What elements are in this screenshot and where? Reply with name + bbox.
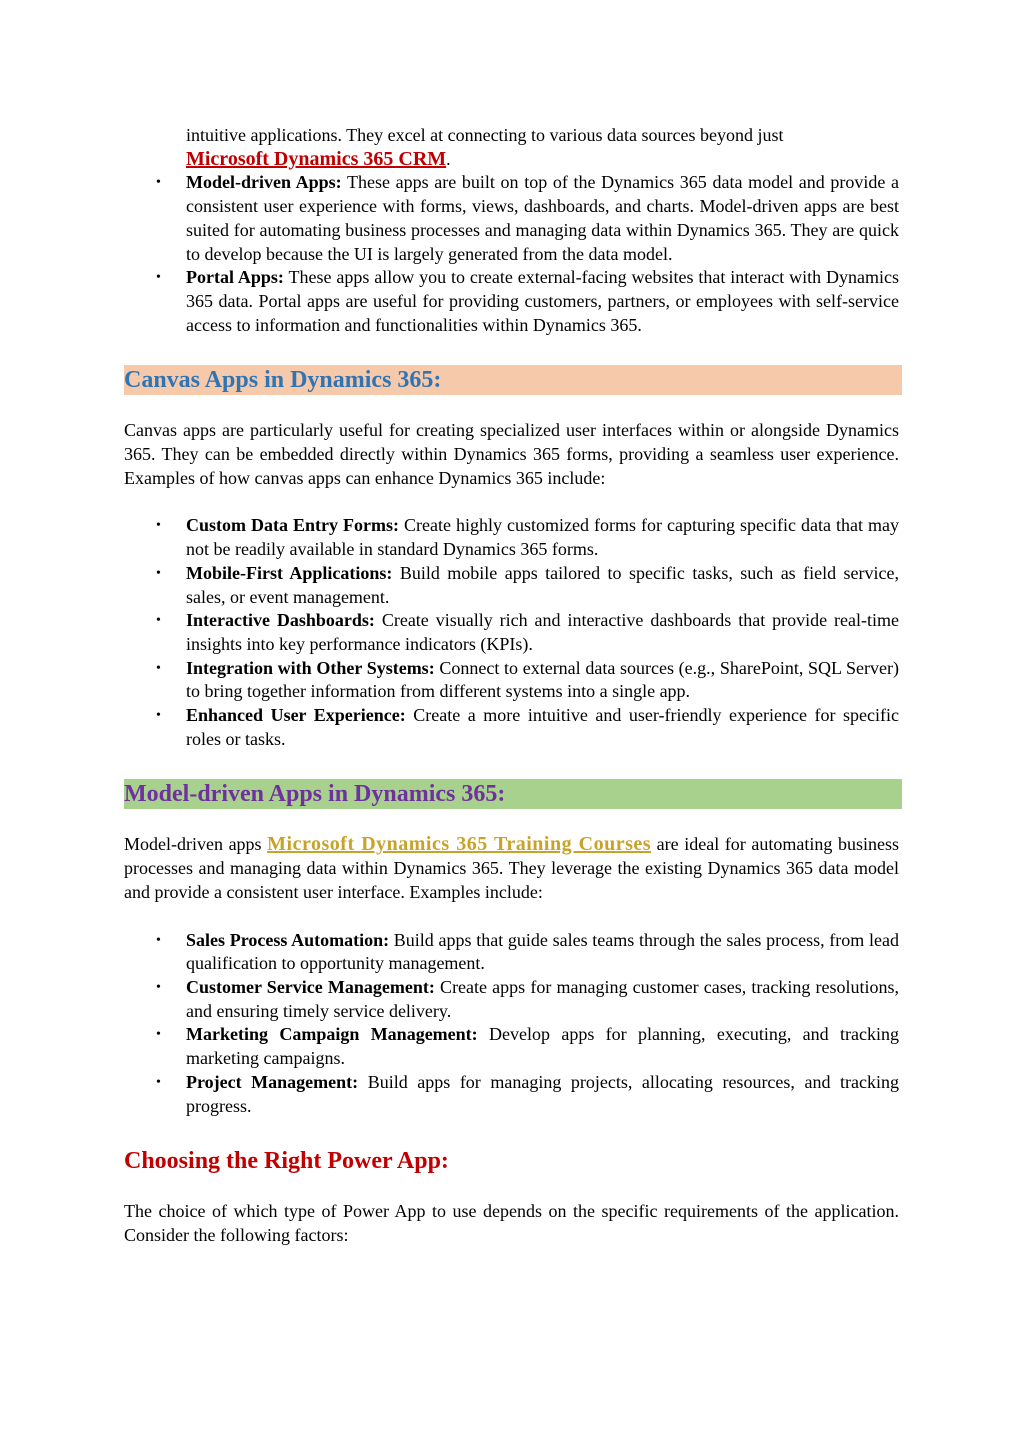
list-item-text: Build apps that guide sales teams through the sales process, from lead qualification to opportunity management. [186, 929, 899, 974]
list-item-text: Create visually rich and interactive dashboards that provide real-time insights into key performance indicators (KPIs). [186, 610, 899, 654]
bullet-icon: • [156, 1027, 161, 1043]
list-item-term: Interactive Dashboards: [186, 610, 375, 631]
list-item-text: Create highly customized forms for capturing specific data that may not be readily available in standard Dynamics 365 forms. [186, 515, 899, 560]
bullet-icon: • [156, 979, 161, 995]
list-item-term: Integration with Other Systems: [186, 657, 435, 678]
choosing-section-heading: Choosing the Right Power App: [124, 1148, 449, 1175]
list-item [124, 514, 899, 561]
list-item [124, 929, 899, 976]
canvas-paragraph: Canvas apps are particularly useful for creating specialized user interfaces within or alongside Dynamics 365. They can be embedded directly within Dynamics 365 forms, providing a seamless user experience. Examples of how canvas apps can enhance Dynamics 365 include: [124, 420, 899, 488]
list-item-term: Model-driven Apps: [186, 172, 342, 193]
bullet-icon: • [156, 708, 161, 724]
model-heading-text: Model-driven Apps in Dynamics 365: [124, 781, 506, 808]
model-examples-list [124, 929, 899, 1119]
list-item-text: Create apps for managing customer cases, tracking resolutions, and ensuring timely service delivery. [186, 976, 899, 1021]
list-item-term: Sales Process Automation: [186, 929, 390, 950]
list-item-term: Portal Apps: [186, 267, 284, 288]
training-courses-link[interactable]: Microsoft Dynamics 365 Training Courses [267, 833, 652, 856]
document-page [124, 124, 899, 1248]
canvas-examples-list [124, 514, 899, 751]
list-item-text: These apps allow you to create external-facing websites that interact with Dynamics 365 data. Portal apps are useful for providing customers, partners, or employees with self-service access to information and functionalities within Dynamics 365. [186, 267, 900, 335]
list-item-text: These apps are built on top of the Dynamics 365 data model and provide a consistent user experience with forms, views, dashboards, and charts. Model-driven apps are best suited for automating business processes and managing data within Dynamics 365. They are quick to develop because the UI is largely generated from the data model. [186, 172, 899, 264]
list-item-term: Project Management: [186, 1071, 359, 1092]
list-item [124, 657, 899, 704]
bullet-icon: • [156, 518, 161, 534]
choosing-paragraph: The choice of which type of Power App to use depends on the specific requirements of the application. Consider the following factors: [124, 1201, 899, 1245]
list-item [124, 1071, 899, 1118]
list-item [124, 976, 899, 1023]
bullet-icon: • [156, 565, 161, 581]
list-item [124, 562, 899, 609]
list-item-text: Create a more intuitive and user-friendly experience for specific roles or tasks. [186, 705, 899, 749]
bullet-icon: • [156, 660, 161, 676]
list-item-text: Develop apps for planning, executing, and tracking marketing campaigns. [186, 1024, 899, 1069]
intro-continuation-text: intuitive applications. They excel at connecting to various data sources beyond just [186, 125, 784, 145]
bullet-icon: • [156, 932, 161, 948]
bullet-icon: • [156, 270, 161, 286]
model-section-heading [124, 779, 902, 809]
bullet-icon: • [156, 613, 161, 629]
list-item-text: Connect to external data sources (e.g., SharePoint, SQL Server) to bring together information from different systems into a single app. [186, 657, 899, 702]
list-item [124, 609, 899, 656]
list-item-term: Customer Service Management: [186, 976, 435, 997]
canvas-section-heading [124, 365, 902, 395]
list-item-term: Enhanced User Experience: [186, 705, 406, 726]
model-paragraph [124, 833, 899, 904]
list-item-term: Custom Data Entry Forms: [186, 515, 400, 536]
canvas-heading-text: Canvas Apps in Dynamics 365: [124, 367, 442, 394]
list-item-text: Build apps for managing projects, allocating resources, and tracking progress. [186, 1071, 899, 1116]
model-paragraph-suffix: are ideal for automating business processes and managing data within Dynamics 365. They leverage the existing Dynamics 365 data model and provide a consistent user interface. Examples include: [124, 834, 899, 902]
bullet-icon: • [156, 175, 161, 191]
crm-link-suffix: . [446, 148, 451, 169]
list-item-continuation [124, 124, 899, 171]
crm-link[interactable]: Microsoft Dynamics 365 CRM [186, 147, 447, 170]
bullet-icon: • [156, 1074, 161, 1090]
list-item [124, 266, 899, 337]
list-item-text: Build mobile apps tailored to specific tasks, such as field service, sales, or event management. [186, 562, 899, 607]
list-item [124, 171, 899, 266]
model-paragraph-prefix: Model-driven apps [124, 834, 268, 855]
list-item [124, 704, 899, 751]
list-item-term: Mobile-First Applications: [186, 562, 393, 583]
list-item-term: Marketing Campaign Management: [186, 1024, 478, 1045]
app-types-list [124, 124, 899, 337]
list-item [124, 1023, 899, 1070]
